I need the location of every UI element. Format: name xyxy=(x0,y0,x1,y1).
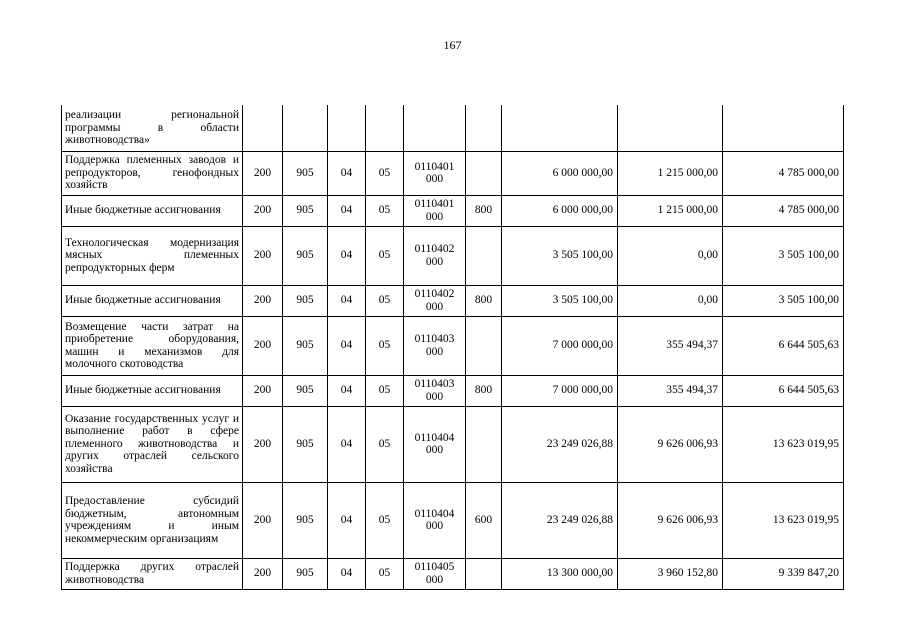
remaining-amount xyxy=(723,105,844,151)
executed-amount: 3 960 152,80 xyxy=(618,558,723,589)
department-code: 905 xyxy=(283,226,328,285)
planned-amount: 23 249 026,88 xyxy=(502,406,618,482)
section-code: 04 xyxy=(328,285,366,316)
row-name: Технологическая модернизация мясных племенных репродукторных ферм xyxy=(62,226,243,285)
row-name: Иные бюджетные ассигнования xyxy=(62,285,243,316)
executed-amount xyxy=(618,105,723,151)
department-code: 905 xyxy=(283,285,328,316)
section-code: 04 xyxy=(328,316,366,375)
subsection-code: 05 xyxy=(366,195,404,226)
remaining-amount: 4 785 000,00 xyxy=(723,151,844,195)
subsection-code: 05 xyxy=(366,558,404,589)
remaining-amount: 9 339 847,20 xyxy=(723,558,844,589)
subsection-code: 05 xyxy=(366,285,404,316)
target-article-code: 0110402 000 xyxy=(404,226,466,285)
ministry-code: 200 xyxy=(243,406,283,482)
executed-amount: 0,00 xyxy=(618,285,723,316)
expense-type-code: 800 xyxy=(466,375,502,406)
row-name: Иные бюджетные ассигнования xyxy=(62,195,243,226)
table-row xyxy=(62,151,844,195)
subsection-code: 05 xyxy=(366,316,404,375)
target-article-code: 0110404 000 xyxy=(404,482,466,558)
target-article-code: 0110403 000 xyxy=(404,316,466,375)
page-number: 167 xyxy=(443,38,462,52)
department-code: 905 xyxy=(283,406,328,482)
remaining-amount: 13 623 019,95 xyxy=(723,482,844,558)
executed-amount: 1 215 000,00 xyxy=(618,151,723,195)
target-article-code xyxy=(404,105,466,151)
section-code: 04 xyxy=(328,151,366,195)
remaining-amount: 3 505 100,00 xyxy=(723,285,844,316)
section-code: 04 xyxy=(328,482,366,558)
ministry-code: 200 xyxy=(243,195,283,226)
expense-type-code xyxy=(466,406,502,482)
target-article-code: 0110402 000 xyxy=(404,285,466,316)
section-code: 04 xyxy=(328,195,366,226)
expense-type-code xyxy=(466,226,502,285)
section-code: 04 xyxy=(328,406,366,482)
section-code: 04 xyxy=(328,375,366,406)
department-code: 905 xyxy=(283,151,328,195)
ministry-code: 200 xyxy=(243,151,283,195)
department-code: 905 xyxy=(283,195,328,226)
subsection-code xyxy=(366,105,404,151)
row-name: Иные бюджетные ассигнования xyxy=(62,375,243,406)
row-name: Поддержка племенных заводов и репродукторов, генофондных хозяйств xyxy=(62,151,243,195)
executed-amount: 0,00 xyxy=(618,226,723,285)
remaining-amount: 6 644 505,63 xyxy=(723,316,844,375)
table-row xyxy=(62,406,844,482)
target-article-code: 0110401 000 xyxy=(404,151,466,195)
row-name: Поддержка других отраслей животноводства xyxy=(62,558,243,589)
planned-amount: 6 000 000,00 xyxy=(502,195,618,226)
planned-amount: 3 505 100,00 xyxy=(502,226,618,285)
table-row xyxy=(62,105,844,151)
department-code: 905 xyxy=(283,375,328,406)
subsection-code: 05 xyxy=(366,226,404,285)
ministry-code xyxy=(243,105,283,151)
row-name: Возмещение части затрат на приобретение оборудования, машин и механизмов для молочного скотоводства xyxy=(62,316,243,375)
planned-amount: 6 000 000,00 xyxy=(502,151,618,195)
table-row xyxy=(62,558,844,589)
expense-type-code xyxy=(466,105,502,151)
table-row xyxy=(62,375,844,406)
budget-table xyxy=(61,105,844,590)
planned-amount: 7 000 000,00 xyxy=(502,375,618,406)
subsection-code: 05 xyxy=(366,375,404,406)
planned-amount: 7 000 000,00 xyxy=(502,316,618,375)
department-code: 905 xyxy=(283,482,328,558)
target-article-code: 0110403 000 xyxy=(404,375,466,406)
table-row xyxy=(62,226,844,285)
expense-type-code: 800 xyxy=(466,285,502,316)
subsection-code: 05 xyxy=(366,482,404,558)
planned-amount: 3 505 100,00 xyxy=(502,285,618,316)
subsection-code: 05 xyxy=(366,406,404,482)
planned-amount xyxy=(502,105,618,151)
expense-type-code xyxy=(466,151,502,195)
executed-amount: 355 494,37 xyxy=(618,375,723,406)
executed-amount: 355 494,37 xyxy=(618,316,723,375)
remaining-amount: 3 505 100,00 xyxy=(723,226,844,285)
remaining-amount: 13 623 019,95 xyxy=(723,406,844,482)
ministry-code: 200 xyxy=(243,285,283,316)
expense-type-code xyxy=(466,316,502,375)
ministry-code: 200 xyxy=(243,316,283,375)
table-row xyxy=(62,195,844,226)
table-row xyxy=(62,482,844,558)
department-code: 905 xyxy=(283,558,328,589)
planned-amount: 23 249 026,88 xyxy=(502,482,618,558)
row-name: Предоставление субсидий бюджетным, автономным учреждениям и иным некоммерческим организациям xyxy=(62,482,243,558)
section-code xyxy=(328,105,366,151)
table-row xyxy=(62,316,844,375)
row-name: реализации региональной программы в области животноводства» xyxy=(62,105,243,151)
executed-amount: 9 626 006,93 xyxy=(618,482,723,558)
section-code: 04 xyxy=(328,226,366,285)
row-name: Оказание государственных услуг и выполнение работ в сфере племенного животноводства и других отраслей сельского хозяйства xyxy=(62,406,243,482)
target-article-code: 0110404 000 xyxy=(404,406,466,482)
executed-amount: 1 215 000,00 xyxy=(618,195,723,226)
expense-type-code: 800 xyxy=(466,195,502,226)
target-article-code: 0110405 000 xyxy=(404,558,466,589)
department-code xyxy=(283,105,328,151)
ministry-code: 200 xyxy=(243,558,283,589)
subsection-code: 05 xyxy=(366,151,404,195)
ministry-code: 200 xyxy=(243,375,283,406)
remaining-amount: 6 644 505,63 xyxy=(723,375,844,406)
department-code: 905 xyxy=(283,316,328,375)
section-code: 04 xyxy=(328,558,366,589)
remaining-amount: 4 785 000,00 xyxy=(723,195,844,226)
ministry-code: 200 xyxy=(243,226,283,285)
executed-amount: 9 626 006,93 xyxy=(618,406,723,482)
expense-type-code xyxy=(466,558,502,589)
ministry-code: 200 xyxy=(243,482,283,558)
planned-amount: 13 300 000,00 xyxy=(502,558,618,589)
table-row xyxy=(62,285,844,316)
target-article-code: 0110401 000 xyxy=(404,195,466,226)
expense-type-code: 600 xyxy=(466,482,502,558)
